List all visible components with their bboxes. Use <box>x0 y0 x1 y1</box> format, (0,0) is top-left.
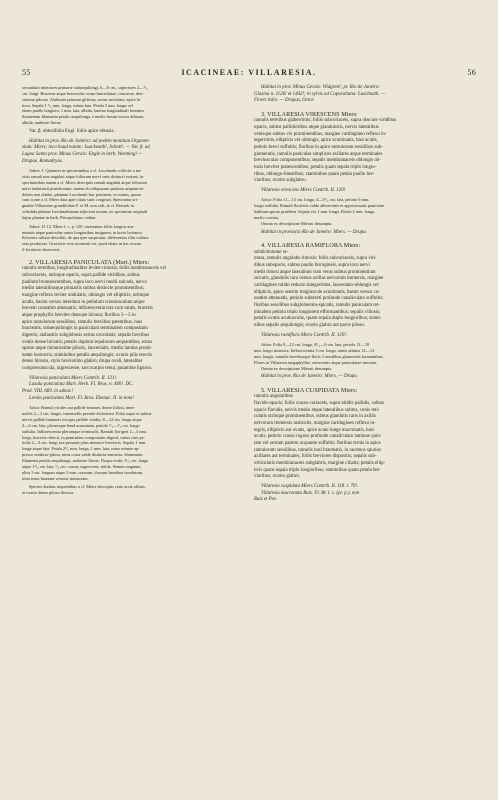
text-line: tam vel sextam partem acquante suffultis; floribus ternis in apice <box>254 440 381 446</box>
text-line: cartilagineo nitido reducto integerrimis, lanceolato-oblongis vel <box>254 282 379 288</box>
text-line: secundarii inferiores primarie subaequilongi, 6—8 cm., superiores 2—¹/₃ <box>22 85 148 90</box>
text-line: compressiuscula, nigrescente, sarcocarpio tenui, putamine lignoso. <box>22 366 153 372</box>
text-line: margine reflexo leviter undulatis, oblongis vel ellipticis, utrinque <box>22 292 150 298</box>
page-number-left: 55 <box>22 68 31 77</box>
text-line: Floret Julio. — Drupas, Octor. <box>254 98 315 104</box>
habitat-paragraph <box>22 139 246 166</box>
text-line: Habitat in prov. Rio de Janeiro: ad podem montium Organen- <box>29 138 151 144</box>
text-line: ovatis dense hirsutis; petalis duplum sepalorum aequantibus, extus <box>22 339 153 345</box>
text-line: presso setuloso-pilosa, intus costa valde distincta instructa. Stamenum <box>22 452 143 458</box>
text-line: opacis flavidis, nervis medio atque lateralibus subtus, venis reti- <box>254 407 380 413</box>
text-line: brevem cuneatim attenuatis; inflorescentia tota cum ramis, bracteis <box>22 306 153 312</box>
text-line: Laxula paniculata Mart. Herb. Fl. Bras. n. 460!. DC. <box>29 382 134 388</box>
text-line: filamenta petalis aequilonga, antherae flavae. Drupa ovalis 1¹/₂ cm. longa <box>22 458 149 464</box>
text-line: Arbor. Ramuli virides aut pallide brunnei, dense foliosi, inter- <box>29 405 136 411</box>
habitat-line: Habitat in provincia Rio de Janeiro: Miers. — Drupa. <box>261 229 367 235</box>
text-line: vioribus; ovario glabro. <box>254 474 301 480</box>
text-line: glomeratis, ramulis paniculas simplices axillares atque terminales <box>254 151 383 157</box>
text-line: sium: Miers; loco haud notato: Lusckwath!, Schott!. — Var. β. ad <box>22 145 150 151</box>
species-diagnosis <box>254 118 478 185</box>
text-line: ramulis angularibus <box>254 394 293 400</box>
text-line: albida; antherae flavae. <box>22 120 62 126</box>
text-line: ramulorum sessilibus, ramulis basi bracteatis, in racemos spurios <box>254 447 381 453</box>
text-line: tusis breviter pubescentibus; petalis quam sepala triplo longio- <box>254 164 377 170</box>
text-line: Adnot. II. Cl. Miers l. c. p. 120. varietatem foliis longius acu- <box>29 223 135 229</box>
text-line: minalem petiolo triplo longiorem efformantibus; sepalis villosis; <box>254 309 381 315</box>
text-line: 3—6 cm. lata, plerumque haud acuminata, petiolo ¹/₂—²/₃ cm. longo <box>22 422 140 428</box>
text-line: nervis pallide brunneis excepta pallide viridia, 8—12 cm. longa atque <box>22 417 142 423</box>
text-line: etiam paullo longiora, 1 mm. lata, albida, lamina longitudinali brunnea. <box>22 108 145 114</box>
text-line: orbicularis membranaceis subglabris, margine ciliatis; petalis ellip- <box>254 460 386 466</box>
text-line: speciminibus autem a cl. Miers descriptis ramuli angulati atque foliorum <box>22 179 147 185</box>
text-line: medio costata. <box>254 215 279 221</box>
text-line: acutis, petiolo crasso rugoso profunde canaliculato laminae quin- <box>254 434 382 440</box>
text-line: Lerola paniculata Mart. Fl. Bras. Ebenac. II. in nota! <box>29 395 135 401</box>
text-line: nodiis 2—3 cm. longis, internodiis pseudo-dichotomi. Folia supra et subtus <box>22 411 152 417</box>
text-line: Stamenum filamenta petalis aequilonga, e medio basim versus dilatata, <box>22 114 144 120</box>
species-description <box>254 342 478 371</box>
text-line: subdichotome ra- <box>254 249 289 255</box>
text-line: Kewensi cultam describit, de qua ipse suspicatur, differentias illas cultura <box>22 235 149 241</box>
text-line: atque prophyllis breviter densque hirsuta; floribus 3—5 in <box>22 312 136 318</box>
text-line: hujus plantae in herb. Petropolitano viditur. <box>22 214 97 220</box>
synonym-reference: Villaresia virescens Miers Contrib. II. 120!. <box>261 187 347 193</box>
text-line: suffulta. Inflorescentia plerumque terminalis. Ramuli florigeri 2—3 mm. <box>22 428 147 434</box>
text-line: schedula plantae Luschnathianae adjecerat notam, ex specimine originali <box>22 209 148 215</box>
text-line: visis ramuli non angulati atque foliorum nervi satis distincti exstant, in <box>22 174 144 180</box>
adnotatio-1 <box>22 168 246 221</box>
text-line: Habitat in prov. Minas Gerais: Widgren!; pr. Rio de Janeiro: <box>261 85 381 90</box>
species-diagnosis <box>254 250 478 330</box>
species-description <box>254 197 478 226</box>
text-line: ramulis teretibus, longitudinaliter leviter rimosis; foliis membranaceis vel <box>22 266 166 272</box>
species-diagnosis <box>254 394 478 481</box>
species-diagnosis <box>22 266 246 373</box>
text-line: dibus subopacis, subtus paullo ferrugineis, supra loco nervi <box>254 262 370 268</box>
text-line: tegris, ellipticis aut ovatis, apice acute longe mucronatis, basi <box>254 427 374 433</box>
page-header <box>22 68 476 80</box>
right-column <box>254 85 478 504</box>
text-line: testa tenui brunnea venosis instructam. <box>22 475 89 481</box>
text-line: longa atque lata. Petala 2¹/₂ mm. longa, 1 mm. lata, extus minute ap- <box>22 446 140 452</box>
text-line: ginalia Villaresiae grandifoliae F. et M. non vidi, at cl. Reissek in <box>22 203 134 209</box>
text-line: Drupae, Ramadryas. <box>22 158 63 164</box>
variety-beta: Var. β. obtusifolia Engl. foliis apice obtusis. <box>29 128 115 134</box>
text-line: nervorum immersis instructis, margine cartilagineo reflexo in- <box>254 420 376 426</box>
text-line: tiolis 2—3 cm. longi axe primario plus minusve brevioris. Sepala 1 mm. <box>22 440 147 446</box>
text-line: Species duobus sequentibus a cl. Miers descriptis certe arcte affinis, <box>29 484 146 490</box>
text-line: at ovario dense piloso diversa. <box>22 490 75 496</box>
text-line: medii rimosi atque lateralium cum venis subtus prominentium <box>254 269 376 275</box>
text-line: opacis, subtus pallidioribus atque glandulosis, nervis lateralibus <box>254 124 379 130</box>
text-line: digestis; alabastris subglobosis serius urceolatis; sepalis brevibus <box>22 332 150 338</box>
synonym-references <box>254 484 478 504</box>
text-line: minatis atque paniculae ramis longioribus insignem, in horto botanico <box>22 229 143 235</box>
text-line: flavido-opacis; foliis crasso-coriaceis, supra nitidis pallidis, subtus <box>254 401 385 407</box>
text-line: neatim attenuatis, petiolo subtereti profunde canaliculato suffultis; <box>254 296 384 302</box>
text-line: nente instructis; staminibus petalis aequilongis; ovario pilis erectis <box>22 352 152 358</box>
text-line: vioribus; ovario subglabro. <box>254 178 307 184</box>
synonym-references <box>22 376 246 403</box>
species-heading: 4. VILLARESIA RAMIFLORA Miers: <box>261 242 361 250</box>
page-number-right: 56 <box>467 68 476 77</box>
text-line: ticis quam sepala triplo longioribus; staminibus quam petala bre- <box>254 467 381 473</box>
text-line: ellipticis, apice sensim longiuscule acuminatis, basim versus cu- <box>254 289 380 295</box>
text-line: mm. longo instructa. Inflorescentia 3 cm. longa, ramis ultimis 12—14 <box>254 348 375 354</box>
text-line: esse productas. Gravioris vero momenti est, quod etiam in hac evasta <box>22 241 141 247</box>
text-line: culatis utrinque prominentibus, subtus glandulis raris in axillis <box>254 414 376 420</box>
adnotatio-2 <box>22 224 246 253</box>
text-line: longi, bracteis obtecti, in paniculam compositam digesti, rarius cum pe- <box>22 434 146 440</box>
text-line: Lagoa Santa prov. Minas Gerais: Engle in herb. Warming! — <box>22 151 143 157</box>
text-line: paullum brunnescentibus, supra loco nervi medii sulcatis, nervo <box>22 279 147 285</box>
text-line: subcoriaceis, utrinque opacis, supra pallide viridibus, subtus <box>22 272 140 278</box>
habitat-line: Habitat in prov. Rio de Janeiro: Miers. — Drupa. <box>261 374 358 380</box>
text-line: habitum apicae praebent. Sepala vix 1 mm. longa. Petala 2 mm. longa, <box>254 209 376 215</box>
species-description <box>22 405 246 481</box>
text-line: Glaziou n. 1126! et 1442!; in sylvis ad Copacabana: Luschnath. — <box>254 91 386 97</box>
text-line: Villaresia mucronata Ruiz. Fl. Br. l. c. (pr. p.), non <box>261 490 360 496</box>
text-line: floribus sessilibus subglomerato-spicatis, ramulis paniculam ter- <box>254 302 380 308</box>
text-line: acutis, basim versus interdum in petiolum crassiusculum atque <box>22 299 145 305</box>
text-line: venisque subtus vix prominentibus, margine cartilagineo reflexo in- <box>254 131 387 137</box>
text-line: mosa, ramulis angulatis rimosis; foliis subcoriaceis, supra viri- <box>254 256 377 262</box>
text-line: 2-locularia observavit. <box>22 247 61 253</box>
text-line: sissime pilosae. Alabastra primum globosa, serius urceolata, apice la- <box>22 96 142 102</box>
text-line: cum icone a cl. Miers data apte citata satis congruat. Specimina ori- <box>22 197 139 203</box>
text-line: Omnia ex descriptione Mieraii desumpta. <box>261 365 333 371</box>
habitat-paragraph <box>254 85 478 105</box>
text-line: bracteatis, subaequilongis in paniculam terminalem compositam <box>22 326 148 332</box>
text-line: medio lateralibusque primariis subtus distincte prominentibus; <box>22 286 145 292</box>
text-line: Villaresia paniculata Miers Contrib. II. 121!. <box>29 375 118 381</box>
running-title: ICACINEAE: VILLARESIA. <box>181 68 317 77</box>
text-line: sulcatis, glandulis rara versus axillas nervorum immersis, margine <box>254 276 384 282</box>
left-column <box>22 85 246 496</box>
text-line: apice ramulorum sessilibus, ramulis brevibus patentibus, basi <box>22 319 143 325</box>
text-line: atque 1¹/₂ cm. lata, ¹/₂ cm. crassa, nigrescens, nitida. Semen magnum, <box>22 463 142 469</box>
text-line: Arbor. Folia 11—13 cm. longa, 4—5¹/₂ cm. lata, petiolo 6 mm. <box>261 197 370 203</box>
description-continued <box>22 85 246 126</box>
text-line: longo suffulta. Ramuli floriferis valde abbreviatis et approximatis paniculae <box>254 203 385 209</box>
text-line: tiora. Sepala 1 ¹/₂ mm. longa, minus lata. Petala 5 mm. longa vel <box>22 102 133 108</box>
text-line: petalis ovatis acutiusculis, quam sepala duplo longioribus; stami- <box>254 316 382 322</box>
text-line: petiolo brevi suffultis; floribus in apice ramulorum sessilibus sub- <box>254 144 383 150</box>
text-line: Prod. VIII. 669. in adnot.! <box>22 389 74 395</box>
species-note <box>22 484 246 496</box>
synonym-reference: Villaresia ramiflora Miers Contrib. II. 120!. <box>261 332 348 338</box>
text-line: axillares aut terminales, foliis breviores dispositis; sepalis sub- <box>254 454 377 460</box>
text-line: Ruiz et Pav. <box>254 497 278 503</box>
text-line: ribus, oblongo-linearibus; staminibus quam petala paullo bre- <box>254 171 375 177</box>
text-line: Arbor. Folia 9—12 cm. longa, 4¹/₂—6 cm. lata, petiolo 11—18 <box>261 342 370 348</box>
text-line: Flores in Villaresia megaphyllae, virescentis atque paniculatae simones. <box>254 359 378 365</box>
text-line: Adnot. I. Quamvis in speciminibus a cl. Luschnath collectis a me <box>29 168 142 174</box>
species-heading: 3. VILLARESIA VIRESCENS Miers: <box>261 110 358 118</box>
species-heading: 2. VILLARESIA PANICULATA (Mart.) Miers: <box>29 259 150 266</box>
text-line: dolem non dubito, plantam Luschnatii huc pertinere, eo minus, quum <box>22 191 141 197</box>
text-line: mm. longis, ramulis brevibusque floris 3 sessilibus glomeratis formantibus. <box>254 353 384 359</box>
text-line: tegerrimis, ellipticis vel oblongis, apice acuminatis, basi acutis, <box>254 138 378 144</box>
text-line: Omnia ex descriptione Mieraii desumpta. <box>261 220 333 226</box>
text-line: denso hirsuto, stylo brevissimo glabro; drupa ovali, lateraliter <box>22 359 143 365</box>
text-line: sparse atque minutissime pilosis, lanceolatis, medio lamina promi- <box>22 346 153 352</box>
species-heading: 5. VILLARESIA CUSPIDATA Miers: <box>261 387 358 395</box>
text-line: nervi indistincti praedicantur, tamen ob reliquarum partium aequam in- <box>22 185 145 191</box>
text-line: ramulis teretibus glaberrimis; foliis subcoriaceis, supra obscure viridibus <box>254 118 397 124</box>
text-line: cm. longi. Bracteae atque bracteolae ovato-lanceolatae, concavae, den- <box>22 90 144 96</box>
text-line: nibus sepalis aequilongis; ovario glabro aut parce piloso. <box>254 322 366 328</box>
text-line: breviusculas componentibus; sepalis membranaceis oblongis ob- <box>254 158 381 164</box>
text-line: Villaresia cuspidata Miers Contrib. II. 118. t. 70!. <box>261 483 359 489</box>
text-line: ultra 1 cm. longum atque 2 mm. crassum, dorsum lateribus involutum, <box>22 469 144 475</box>
